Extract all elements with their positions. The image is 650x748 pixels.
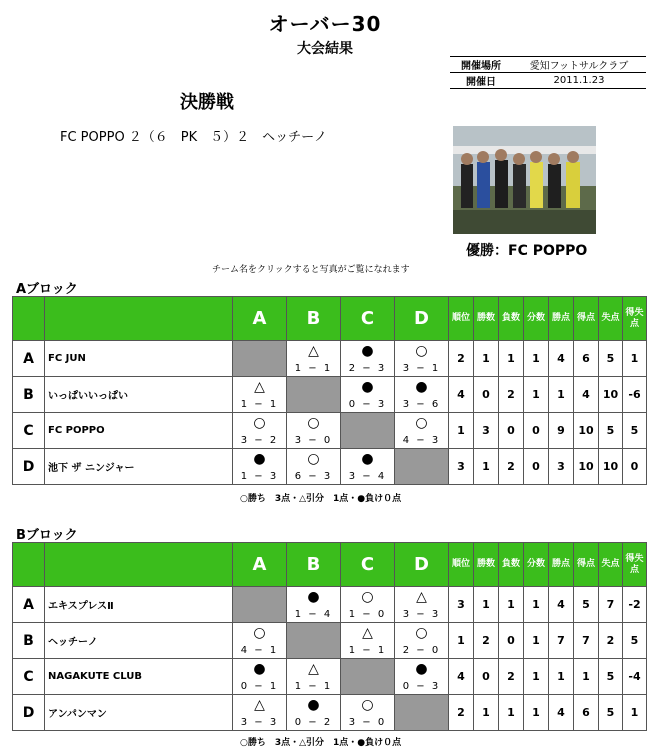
self-match-cell <box>341 659 395 695</box>
legend-b: ○勝ち 3点・△引分 1点・●負け０点 <box>240 738 402 748</box>
stat-goal-diff: 0 <box>623 449 647 485</box>
stat-goals-for: 10 <box>574 413 599 449</box>
stat-header-goal-diff: 得失点 <box>623 543 647 587</box>
result-mark: ● <box>307 697 320 713</box>
team-photo-image <box>453 126 596 234</box>
stat-draws: 1 <box>524 587 549 623</box>
stat-draws: 0 <box>524 413 549 449</box>
col-header-b: B <box>287 297 341 341</box>
stat-header-wins: 勝数 <box>474 543 499 587</box>
result-cell <box>233 623 287 659</box>
result-cell <box>395 413 449 449</box>
stat-wins: 3 <box>474 413 499 449</box>
stat-goals-against: 10 <box>599 449 623 485</box>
stat-header-losses: 負数 <box>499 297 524 341</box>
stat-goals-for: 4 <box>574 377 599 413</box>
stat-goal-diff: 5 <box>623 623 647 659</box>
result-cell <box>341 449 395 485</box>
team-name-link[interactable]: アンパンマン <box>45 695 233 731</box>
result-score: 3 − 3 <box>240 717 279 728</box>
stat-losses: 1 <box>499 695 524 731</box>
stat-rank: 4 <box>449 659 474 695</box>
result-cell <box>395 623 449 659</box>
result-mark: ○ <box>361 697 374 713</box>
self-match-cell <box>233 587 287 623</box>
self-match-cell <box>233 341 287 377</box>
col-header-b: B <box>287 543 341 587</box>
stat-rank: 4 <box>449 377 474 413</box>
result-cell <box>287 695 341 731</box>
result-cell <box>287 341 341 377</box>
stat-goals-for: 6 <box>574 341 599 377</box>
click-note: チーム名をクリックすると写真がご覧になれます <box>212 265 410 275</box>
result-cell <box>287 413 341 449</box>
team-name-link[interactable]: いっぱいいっぱい <box>45 377 233 413</box>
final-title: 決勝戦 <box>180 92 234 113</box>
stat-points: 1 <box>549 377 574 413</box>
result-score: 0 − 2 <box>294 717 333 728</box>
team-name-link[interactable]: ヘッチーノ <box>45 623 233 659</box>
result-cell <box>395 341 449 377</box>
self-match-cell <box>341 413 395 449</box>
result-cell <box>395 659 449 695</box>
stat-rank: 3 <box>449 449 474 485</box>
stat-goal-diff: -6 <box>623 377 647 413</box>
row-letter: A <box>13 341 45 377</box>
block-a-table <box>12 296 647 485</box>
result-mark: ● <box>307 589 320 605</box>
final-score: FC POPPO ２（６ PK ５）２ ヘッチーノ <box>60 130 327 145</box>
stat-draws: 0 <box>524 449 549 485</box>
result-mark: ● <box>361 379 374 395</box>
stat-draws: 1 <box>524 623 549 659</box>
stat-rank: 3 <box>449 587 474 623</box>
result-score: 1 − 1 <box>348 645 387 656</box>
stat-rank: 2 <box>449 341 474 377</box>
stat-draws: 1 <box>524 659 549 695</box>
stat-goal-diff: -4 <box>623 659 647 695</box>
team-name-link[interactable]: エキスプレスⅡ <box>45 587 233 623</box>
result-mark: ○ <box>415 415 428 431</box>
team-name-link[interactable]: FC POPPO <box>45 413 233 449</box>
table-row <box>13 695 647 731</box>
stat-points: 4 <box>549 587 574 623</box>
stat-goal-diff: 1 <box>623 341 647 377</box>
self-match-cell <box>287 623 341 659</box>
result-cell <box>287 587 341 623</box>
stat-wins: 1 <box>474 449 499 485</box>
self-match-cell <box>395 449 449 485</box>
col-header-c: C <box>341 297 395 341</box>
result-mark: △ <box>308 661 319 677</box>
stat-draws: 1 <box>524 377 549 413</box>
stat-goals-against: 5 <box>599 695 623 731</box>
result-cell <box>287 449 341 485</box>
stat-wins: 1 <box>474 341 499 377</box>
stat-goals-for: 1 <box>574 659 599 695</box>
stat-losses: 1 <box>499 587 524 623</box>
block-b-table <box>12 542 647 731</box>
stat-header-points: 勝点 <box>549 297 574 341</box>
winner-label: 優勝：FC POPPO <box>466 243 588 259</box>
stat-points: 4 <box>549 341 574 377</box>
result-score: 4 − 1 <box>240 645 279 656</box>
result-mark: △ <box>416 589 427 605</box>
stat-draws: 1 <box>524 341 549 377</box>
result-score: 3 − 6 <box>402 399 441 410</box>
table-row <box>13 413 647 449</box>
venue-value: 愛知フットサルクラブ <box>512 57 646 73</box>
result-score: 2 − 0 <box>402 645 441 656</box>
result-cell <box>287 659 341 695</box>
stat-points: 9 <box>549 413 574 449</box>
result-cell <box>395 587 449 623</box>
stat-goals-for: 5 <box>574 587 599 623</box>
row-letter: C <box>13 413 45 449</box>
stat-points: 1 <box>549 659 574 695</box>
stat-goals-against: 5 <box>599 341 623 377</box>
result-score: 1 − 1 <box>240 399 279 410</box>
date-label: 開催日 <box>450 73 512 89</box>
result-score: 1 − 3 <box>240 471 279 482</box>
page-subtitle: 大会結果 <box>297 41 353 57</box>
result-score: 3 − 2 <box>240 435 279 446</box>
block-a-header-row <box>13 297 647 341</box>
result-mark: ● <box>361 451 374 467</box>
result-mark: ○ <box>361 589 374 605</box>
stat-header-rank: 順位 <box>449 543 474 587</box>
stat-losses: 2 <box>499 377 524 413</box>
row-letter: C <box>13 659 45 695</box>
stat-losses: 2 <box>499 659 524 695</box>
result-mark: △ <box>308 343 319 359</box>
result-mark: △ <box>254 697 265 713</box>
stat-rank: 1 <box>449 623 474 659</box>
stat-header-goals-against: 失点 <box>599 297 623 341</box>
result-score: 3 − 0 <box>348 717 387 728</box>
stat-goals-for: 6 <box>574 695 599 731</box>
date-value: 2011.1.23 <box>512 73 646 89</box>
result-mark: ● <box>415 379 428 395</box>
col-header-a: A <box>233 297 287 341</box>
result-score: 3 − 3 <box>402 609 441 620</box>
venue-label: 開催場所 <box>450 57 512 73</box>
result-cell <box>395 377 449 413</box>
result-mark: ○ <box>253 625 266 641</box>
team-name-link[interactable]: 池下 ザ ニンジャー <box>45 449 233 485</box>
stat-goals-for: 10 <box>574 449 599 485</box>
result-score: 1 − 1 <box>294 363 333 374</box>
stat-wins: 0 <box>474 659 499 695</box>
stat-goals-against: 7 <box>599 587 623 623</box>
stat-wins: 1 <box>474 695 499 731</box>
result-cell <box>233 413 287 449</box>
stat-goals-against: 5 <box>599 413 623 449</box>
result-mark: ● <box>361 343 374 359</box>
event-info-table <box>450 56 646 89</box>
stat-goal-diff: 5 <box>623 413 647 449</box>
stat-points: 7 <box>549 623 574 659</box>
legend-a: ○勝ち 3点・△引分 1点・●負け０点 <box>240 494 402 504</box>
header-blank <box>45 297 233 341</box>
stat-draws: 1 <box>524 695 549 731</box>
result-score: 4 − 3 <box>402 435 441 446</box>
result-cell <box>341 377 395 413</box>
table-row <box>13 659 647 695</box>
stat-goals-for: 7 <box>574 623 599 659</box>
page-title: オーバー30 <box>268 12 382 36</box>
col-header-c: C <box>341 543 395 587</box>
result-score: 3 − 0 <box>294 435 333 446</box>
row-letter: B <box>13 377 45 413</box>
stat-header-goals-against: 失点 <box>599 543 623 587</box>
result-score: 0 − 3 <box>402 681 441 692</box>
header-blank <box>13 297 45 341</box>
table-row <box>13 587 647 623</box>
result-score: 0 − 1 <box>240 681 279 692</box>
result-mark: ○ <box>307 451 320 467</box>
table-row <box>13 377 647 413</box>
result-cell <box>341 695 395 731</box>
result-cell <box>341 587 395 623</box>
result-mark: ● <box>415 661 428 677</box>
row-letter: B <box>13 623 45 659</box>
stat-losses: 2 <box>499 449 524 485</box>
result-mark: ● <box>253 661 266 677</box>
stat-goals-against: 5 <box>599 659 623 695</box>
stat-points: 4 <box>549 695 574 731</box>
stat-goals-against: 2 <box>599 623 623 659</box>
stat-goal-diff: 1 <box>623 695 647 731</box>
result-cell <box>233 695 287 731</box>
stat-header-goal-diff: 得失点 <box>623 297 647 341</box>
stat-goals-against: 10 <box>599 377 623 413</box>
col-header-d: D <box>395 543 449 587</box>
team-name-link[interactable]: NAGAKUTE CLUB <box>45 659 233 695</box>
col-header-d: D <box>395 297 449 341</box>
block-a-title: Aブロック <box>16 282 78 297</box>
stat-header-losses: 負数 <box>499 543 524 587</box>
stat-header-draws: 分数 <box>524 543 549 587</box>
header-blank <box>45 543 233 587</box>
result-mark: △ <box>362 625 373 641</box>
header-blank <box>13 543 45 587</box>
result-score: 3 − 4 <box>348 471 387 482</box>
result-score: 1 − 0 <box>348 609 387 620</box>
result-mark: ○ <box>415 343 428 359</box>
stat-header-goals-for: 得点 <box>574 297 599 341</box>
stat-wins: 0 <box>474 377 499 413</box>
stat-header-goals-for: 得点 <box>574 543 599 587</box>
result-cell <box>233 659 287 695</box>
row-letter: D <box>13 449 45 485</box>
result-score: 3 − 1 <box>402 363 441 374</box>
col-header-a: A <box>233 543 287 587</box>
stat-goal-diff: -2 <box>623 587 647 623</box>
stat-losses: 0 <box>499 623 524 659</box>
stat-rank: 1 <box>449 413 474 449</box>
stat-header-rank: 順位 <box>449 297 474 341</box>
result-cell <box>341 623 395 659</box>
result-mark: ● <box>253 451 266 467</box>
result-score: 2 − 3 <box>348 363 387 374</box>
result-score: 1 − 1 <box>294 681 333 692</box>
stat-header-points: 勝点 <box>549 543 574 587</box>
stat-wins: 1 <box>474 587 499 623</box>
block-b-title: Bブロック <box>16 528 78 543</box>
result-cell <box>233 377 287 413</box>
result-score: 1 − 4 <box>294 609 333 620</box>
result-cell <box>341 341 395 377</box>
result-mark: ○ <box>415 625 428 641</box>
winner-team-photo[interactable] <box>453 126 596 234</box>
stat-losses: 0 <box>499 413 524 449</box>
self-match-cell <box>287 377 341 413</box>
team-name-link[interactable]: FC JUN <box>45 341 233 377</box>
table-row <box>13 341 647 377</box>
result-score: 6 − 3 <box>294 471 333 482</box>
stat-wins: 2 <box>474 623 499 659</box>
stat-losses: 1 <box>499 341 524 377</box>
row-letter: A <box>13 587 45 623</box>
stat-points: 3 <box>549 449 574 485</box>
stat-header-draws: 分数 <box>524 297 549 341</box>
result-mark: ○ <box>307 415 320 431</box>
block-b-header-row <box>13 543 647 587</box>
stat-header-wins: 勝数 <box>474 297 499 341</box>
result-mark: △ <box>254 379 265 395</box>
result-cell <box>233 449 287 485</box>
result-mark: ○ <box>253 415 266 431</box>
result-score: 0 − 3 <box>348 399 387 410</box>
table-row <box>13 623 647 659</box>
row-letter: D <box>13 695 45 731</box>
stat-rank: 2 <box>449 695 474 731</box>
self-match-cell <box>395 695 449 731</box>
table-row <box>13 449 647 485</box>
